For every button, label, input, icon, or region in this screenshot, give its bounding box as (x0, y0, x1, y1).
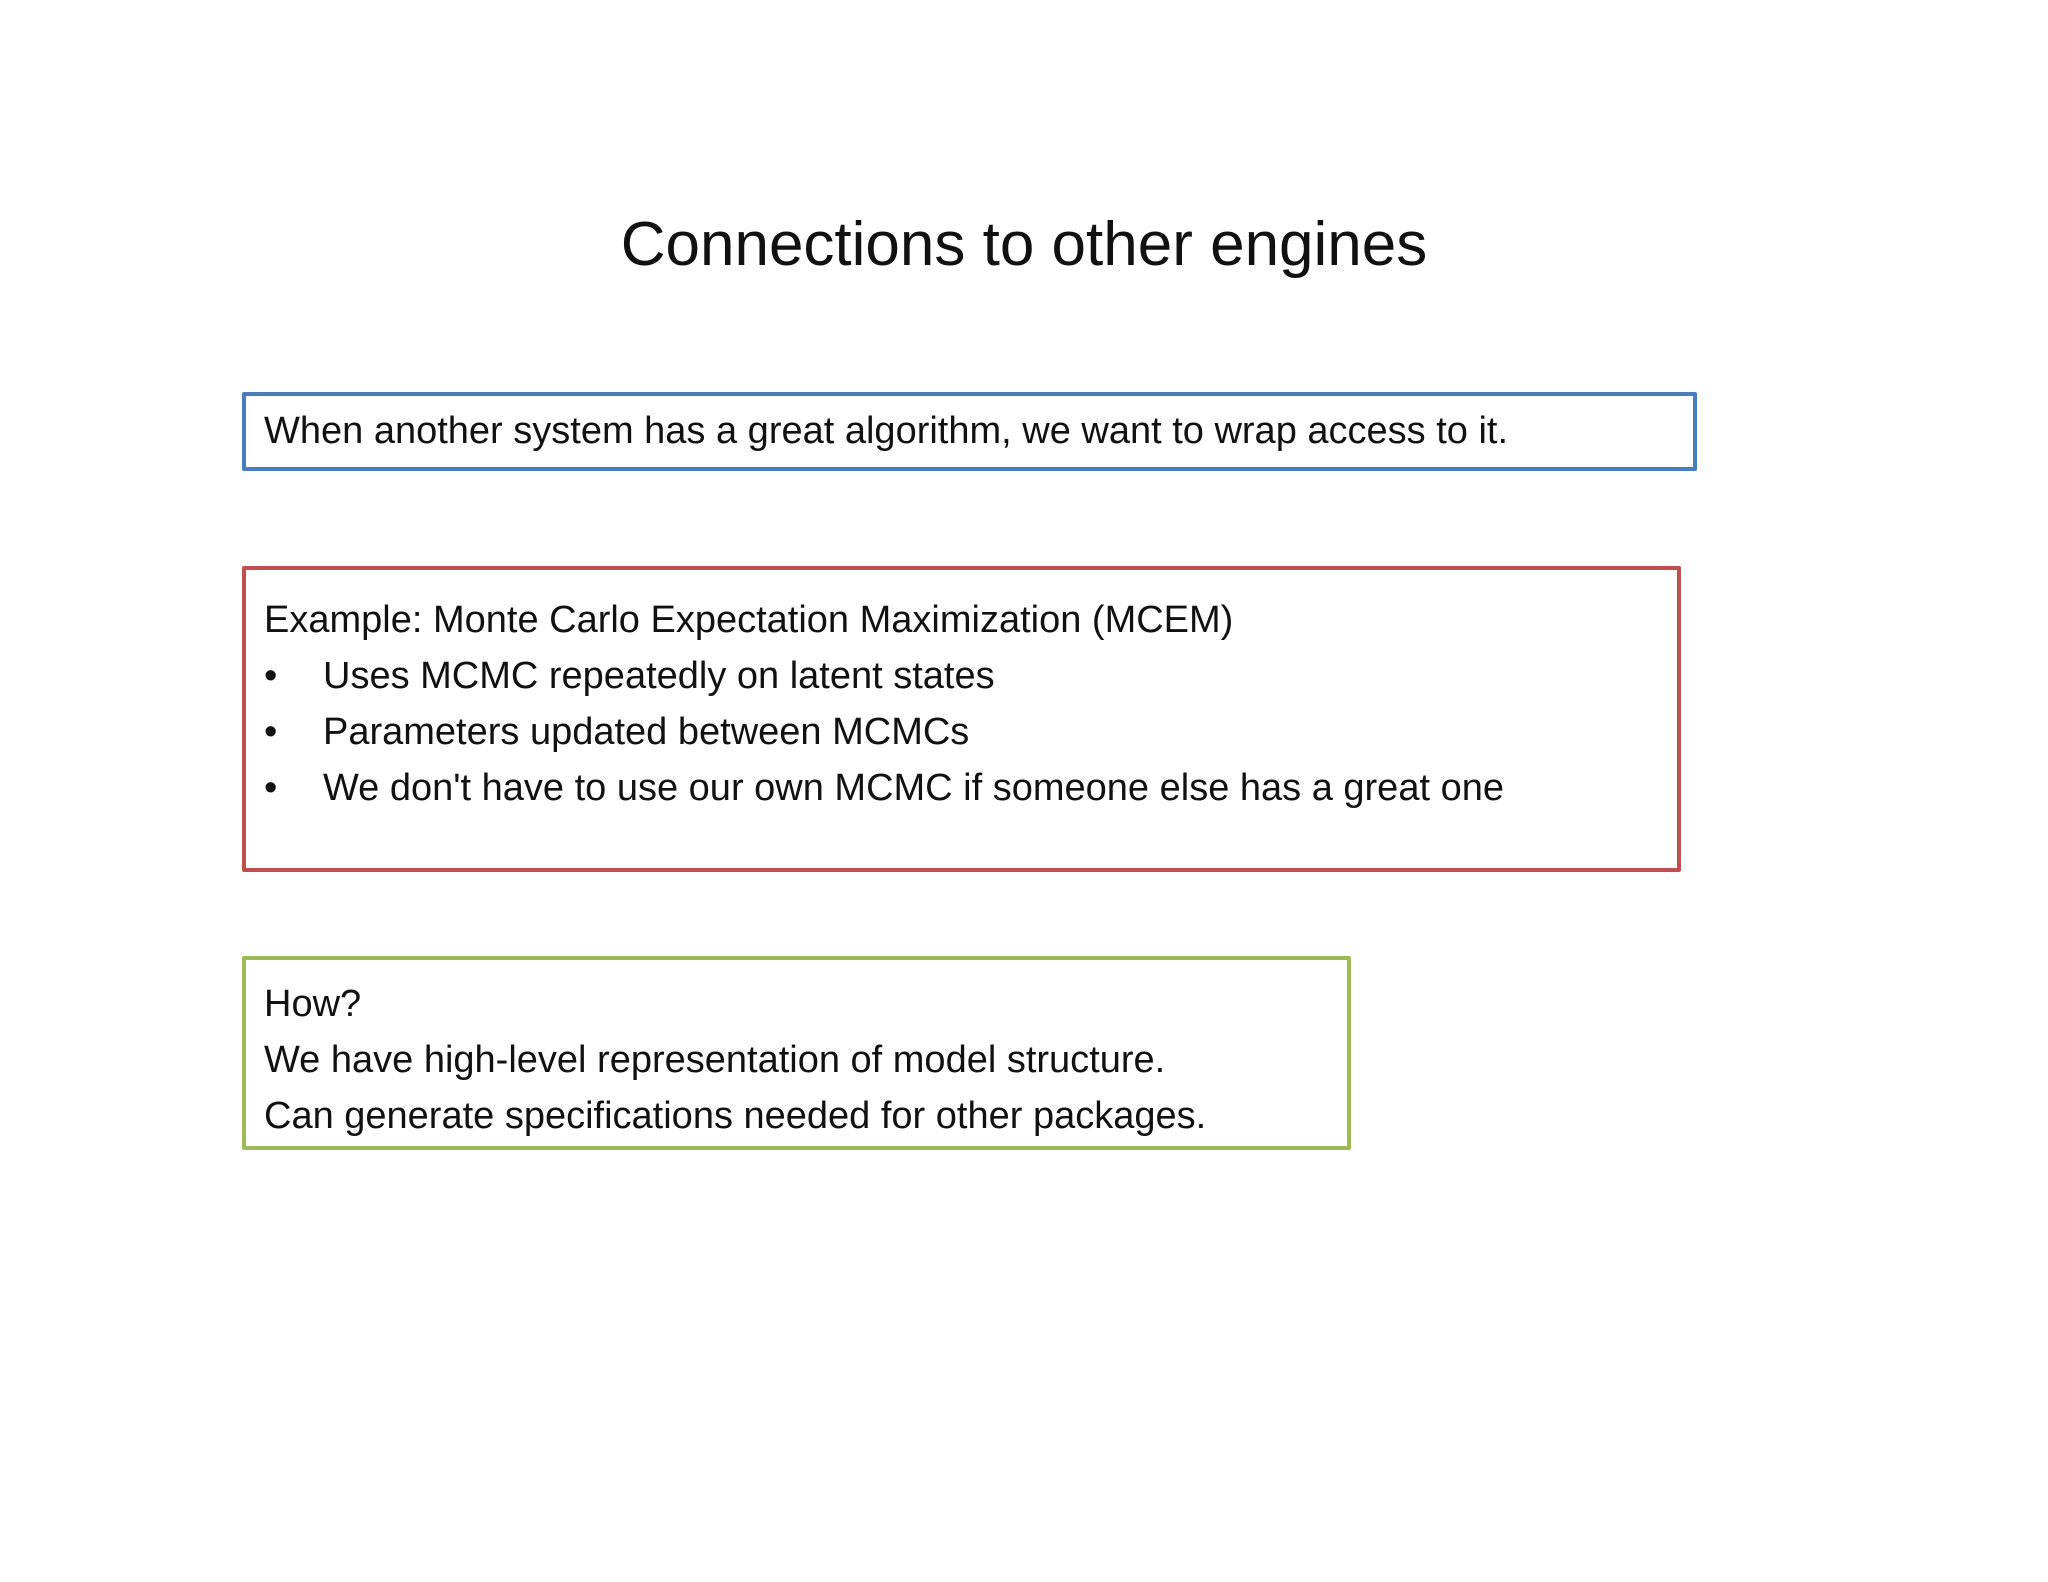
list-item (264, 648, 1677, 704)
bullet-text: We don't have to use our own MCMC if someone else has a great one (323, 767, 1504, 809)
bullet-icon: • (264, 711, 278, 753)
intro-box (242, 392, 1697, 471)
example-bullet-list (264, 648, 1677, 816)
bullet-icon: • (264, 767, 278, 809)
bullet-icon: • (264, 655, 278, 697)
bullet-text: Parameters updated between MCMCs (323, 711, 970, 753)
slide-title: Connections to other engines (620, 210, 1428, 279)
list-item (264, 704, 1677, 760)
example-heading: Example: Monte Carlo Expectation Maximization (MCEM) (264, 599, 1234, 641)
intro-text: When another system has a great algorithm, we want to wrap access to it. (264, 410, 1509, 452)
list-item (264, 760, 1677, 816)
how-line-specifications: Can generate specifications needed for other packages. (264, 1095, 1207, 1137)
how-box (242, 956, 1351, 1150)
bullet-text: Uses MCMC repeatedly on latent states (323, 655, 995, 697)
how-line-representation: We have high-level representation of model structure. (264, 1039, 1166, 1081)
example-box (242, 566, 1681, 872)
how-line-question: How? (264, 983, 362, 1025)
